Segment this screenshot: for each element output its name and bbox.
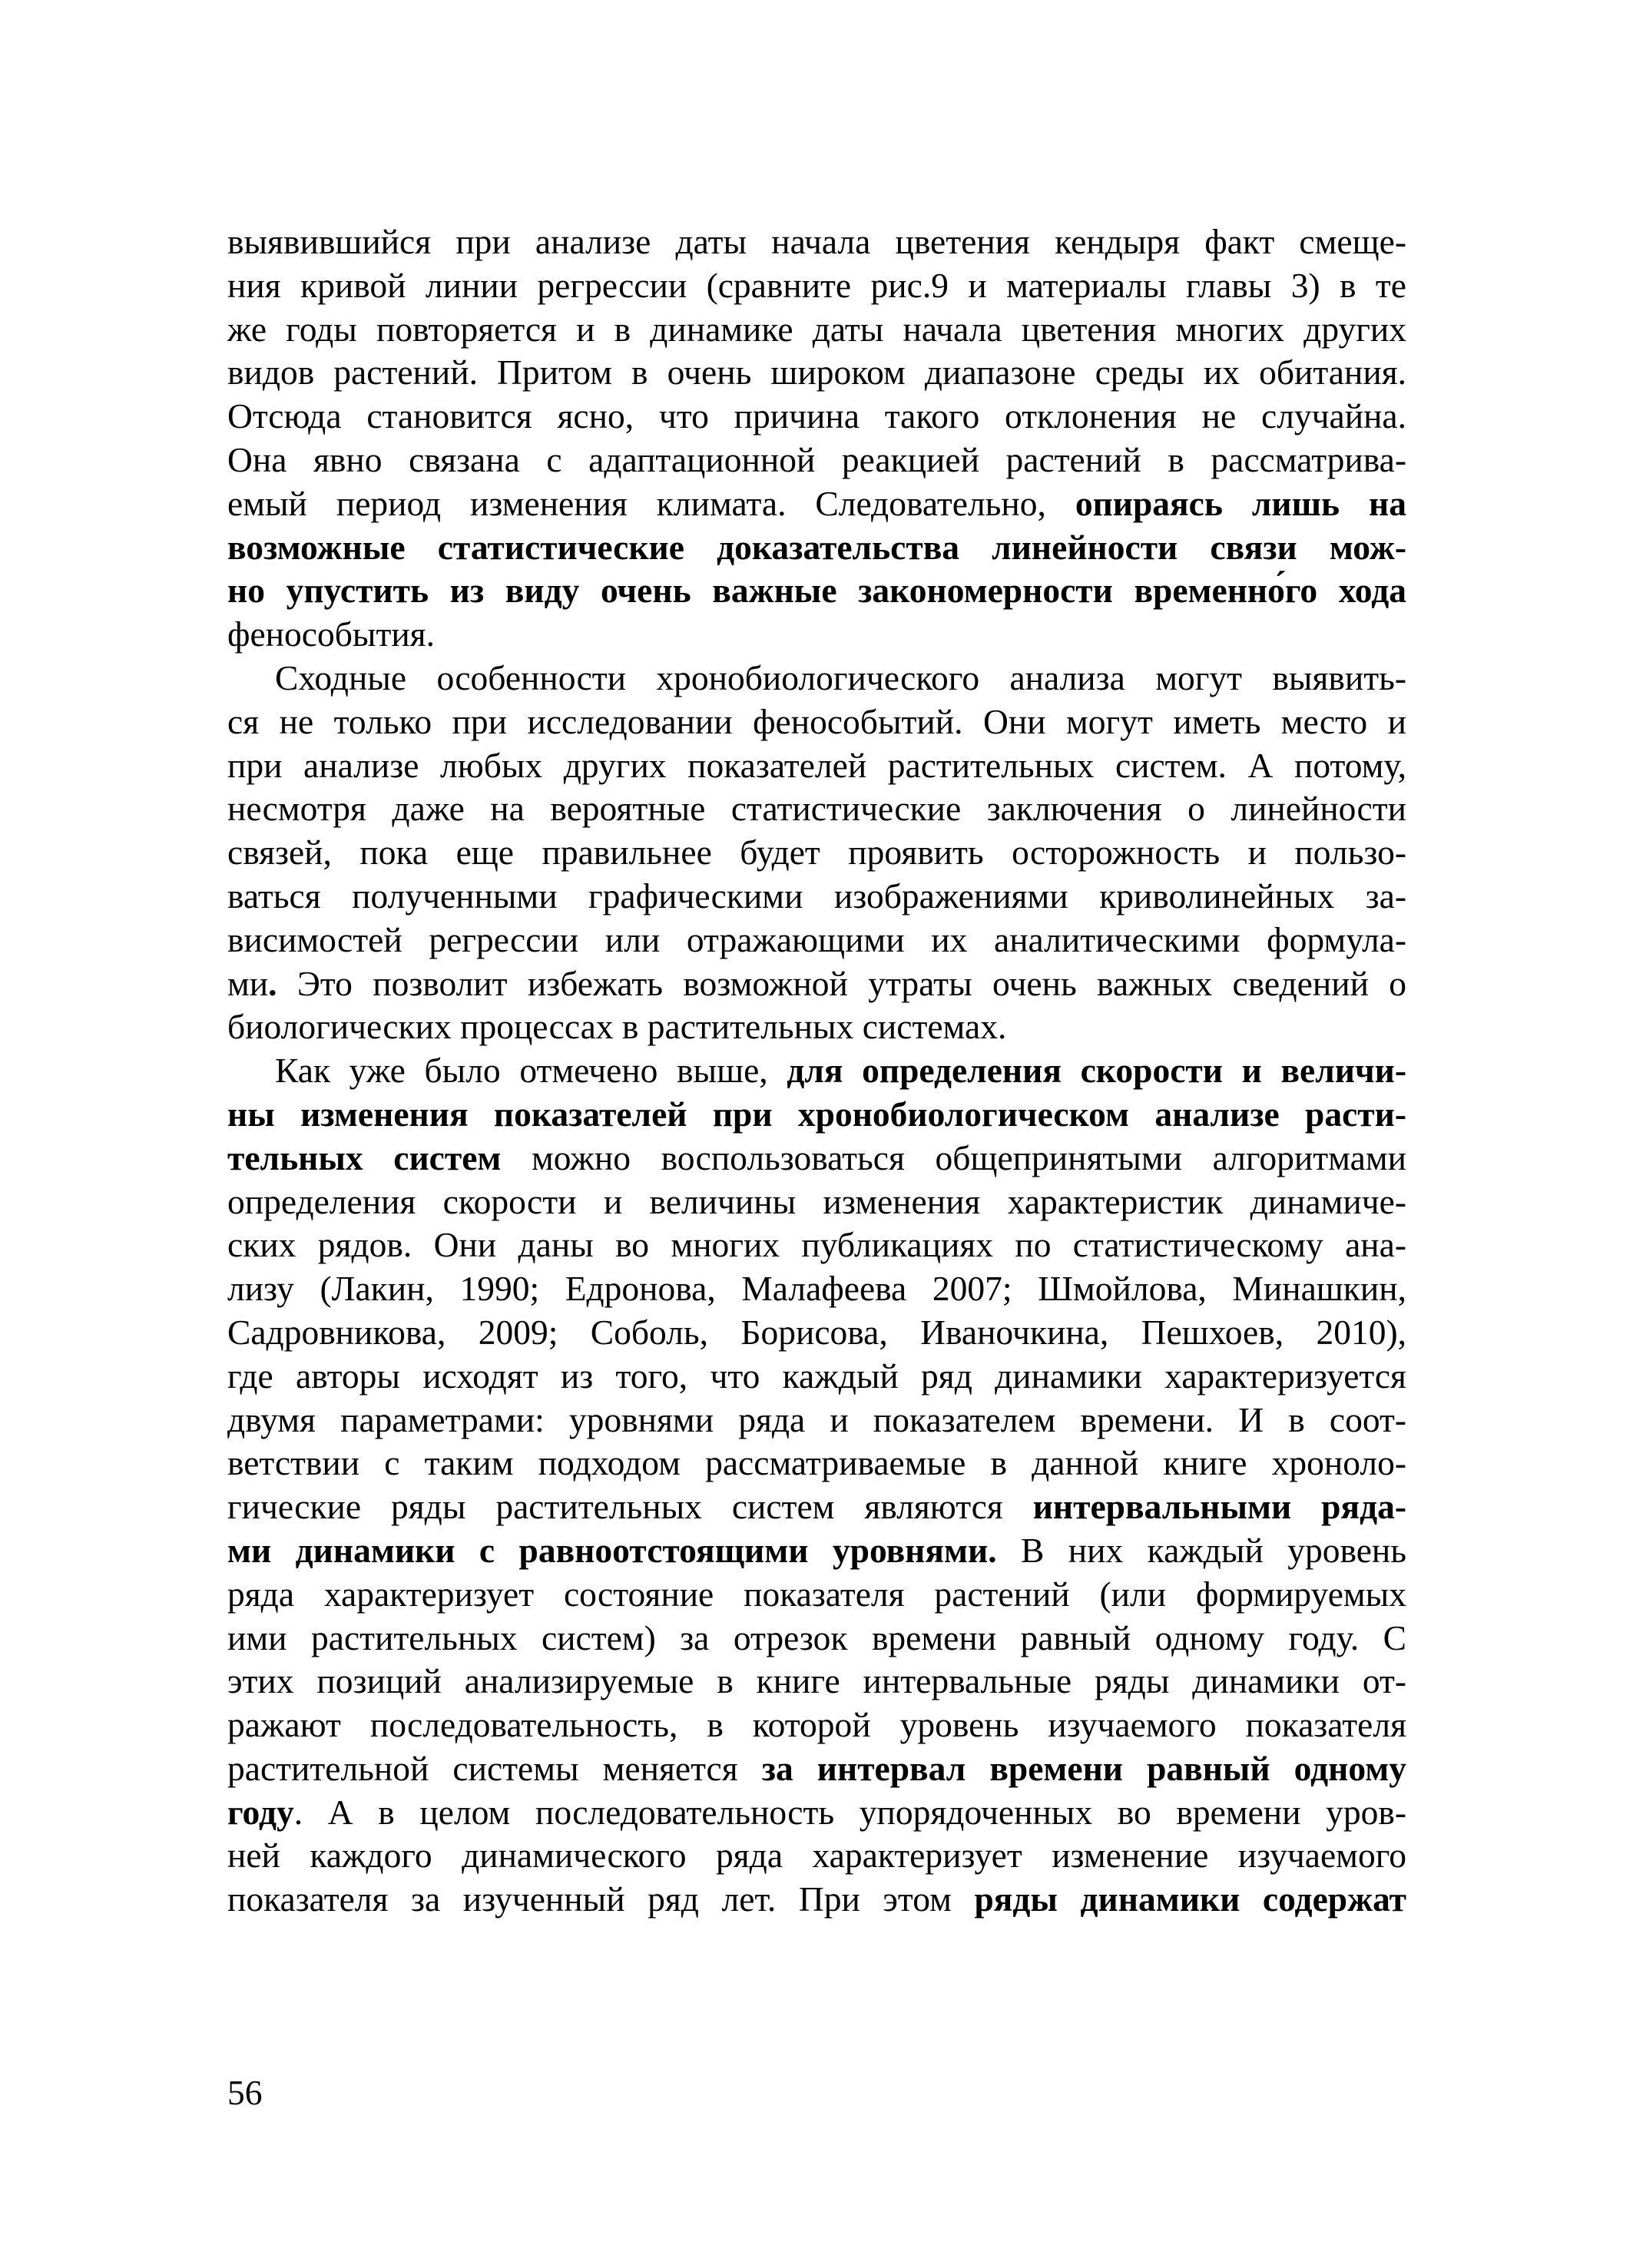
text-run: при анализе любых других показателей растительных систем. А потому,	[227, 745, 1406, 785]
text-line	[227, 1703, 1406, 1747]
text-run: ских рядов. Они даны во многих публикациях по статистическому ана-	[227, 1225, 1406, 1265]
text-run: гические ряды растительных систем являются	[227, 1487, 1033, 1527]
text-line	[227, 962, 1406, 1006]
text-run: Сходные особенности хронобиологического анализа могут выявить-	[275, 657, 1406, 697]
text-line	[227, 526, 1406, 570]
text-run: . А в целом последовательность упорядоченных во времени уров-	[293, 1792, 1406, 1832]
text-line	[227, 831, 1406, 875]
bold-text-run: возможные статистические доказательства линейности связи мож-	[227, 527, 1406, 567]
text-run: ся не только при исследовании феноcобытий. Они могут иметь место и	[227, 701, 1406, 741]
text-run: биологических процессах в растительных системах.	[227, 1007, 1007, 1047]
text-line	[227, 351, 1406, 395]
text-line	[227, 569, 1406, 613]
text-line	[227, 1747, 1406, 1791]
text-run: лизу (Лакин, 1990; Едронова, Малафеева 2007; Шмойлова, Минашкин,	[227, 1269, 1406, 1309]
text-line	[227, 264, 1406, 308]
text-line	[227, 1049, 1406, 1093]
text-line	[227, 1137, 1406, 1180]
bold-text-run: году	[227, 1792, 294, 1832]
text-line	[227, 1223, 1406, 1267]
text-line	[227, 700, 1406, 744]
text-run: определения скорости и величины изменения характеристик динамиче-	[227, 1181, 1406, 1221]
paragraph	[227, 220, 1406, 657]
bold-text-run: ряды динамики содержат	[974, 1879, 1406, 1919]
text-line	[227, 1878, 1406, 1922]
text-line	[227, 1573, 1406, 1617]
text-run: В них каждый уровень	[996, 1530, 1406, 1570]
bold-text-run: опираясь лишь на	[1075, 483, 1406, 523]
text-line	[227, 919, 1406, 962]
text-run: выявившийся при анализе даты начала цветения кендыря факт смеще-	[227, 222, 1406, 261]
text-line	[227, 220, 1406, 264]
body-text	[227, 220, 1406, 1922]
text-line	[227, 308, 1406, 352]
text-run: растительной системы меняется	[227, 1748, 762, 1788]
paragraph	[227, 1049, 1406, 1922]
text-line	[227, 1617, 1406, 1660]
text-run: Отсюда становится ясно, что причина такого отклонения не случайна.	[227, 396, 1406, 436]
text-run: ими растительных систем) за отрезок времени равный одному году. С	[227, 1617, 1406, 1657]
text-run: ряда характеризует состояние показателя растений (или формируемых	[227, 1574, 1406, 1614]
text-run: Это позволит избежать возможной утраты очень важных сведений о	[277, 963, 1406, 1003]
text-run: ней каждого динамического ряда характеризует изменение изучаемого	[227, 1836, 1406, 1876]
text-line	[227, 1355, 1406, 1399]
text-run: висимостей регрессии или отражающими их аналитическими формула-	[227, 919, 1406, 959]
text-line	[227, 875, 1406, 919]
bold-text-run: тельных систем	[227, 1137, 502, 1177]
text-line	[227, 787, 1406, 831]
text-line	[227, 613, 1406, 657]
text-line	[227, 1005, 1406, 1049]
text-line	[227, 1791, 1406, 1835]
text-line	[227, 1529, 1406, 1573]
text-line	[227, 1442, 1406, 1485]
text-run: ражают последовательность, в которой уровень изучаемого показателя	[227, 1705, 1406, 1745]
text-line	[227, 1311, 1406, 1355]
text-line	[227, 1485, 1406, 1529]
bold-text-run: за интервал времени равный одному	[761, 1748, 1406, 1788]
text-line	[227, 395, 1406, 439]
text-run: емый период изменения климата. Следовательно,	[227, 483, 1075, 523]
text-line	[227, 744, 1406, 788]
text-line	[227, 1093, 1406, 1137]
text-run: ветствии с таким подходом рассматриваемые в данной книге хроноло-	[227, 1443, 1406, 1483]
text-line	[227, 1399, 1406, 1442]
text-run: Как уже было отмечено выше,	[275, 1051, 787, 1091]
text-run: феноcобытия.	[227, 614, 435, 654]
text-run: двумя параметрами: уровнями ряда и показателем времени. И в соот-	[227, 1399, 1406, 1439]
text-run: можно воспользоваться общепринятыми алгоритмами	[501, 1137, 1406, 1177]
text-run: Она явно связана с адаптационной реакцией растений в рассматрива-	[227, 439, 1406, 479]
bold-text-run: интервальными ряда-	[1032, 1487, 1406, 1527]
text-line	[227, 1660, 1406, 1703]
text-run: показателя за изученный ряд лет. При этом	[227, 1879, 975, 1919]
text-run: видов растений. Притом в очень широком диапазоне среды их обитания.	[227, 353, 1406, 392]
text-run: несмотря даже на вероятные статистические заключения о линейности	[227, 789, 1406, 829]
text-line	[227, 1180, 1406, 1224]
text-run: Садровникова, 2009; Соболь, Борисова, Иваночкина, Пешхоев, 2010),	[227, 1312, 1406, 1352]
text-run: ваться полученными графическими изображениями криволинейных за-	[227, 876, 1406, 915]
text-line	[227, 1834, 1406, 1878]
text-run: ми	[227, 963, 269, 1003]
text-run: этих позиций анализируемые в книге интервальные ряды динамики от-	[227, 1661, 1406, 1701]
bold-text-run: но упустить из виду очень важные закономерности временно́го хода	[227, 571, 1406, 611]
text-run: связей, пока еще правильнее будет проявить осторожность и пользо-	[227, 833, 1406, 872]
paragraph	[227, 657, 1406, 1049]
page-number: 56	[227, 2073, 263, 2112]
bold-text-run: для определения скорости и величи-	[787, 1051, 1406, 1091]
text-run: где авторы исходят из того, что каждый ряд динамики характеризуется	[227, 1356, 1406, 1396]
bold-text-run: .	[268, 963, 277, 1003]
text-line	[227, 482, 1406, 526]
text-line	[227, 439, 1406, 482]
text-line	[227, 1267, 1406, 1311]
text-line	[227, 657, 1406, 700]
bold-text-run: ны изменения показателей при хронобиологическом анализе расти-	[227, 1094, 1406, 1134]
bold-text-run: ми динамики с равноотстоящими уровнями.	[227, 1530, 997, 1570]
text-run: ния кривой линии регрессии (сравните рис.9 и материалы главы 3) в те	[227, 265, 1406, 305]
text-run: же годы повторяется и в динамике даты начала цветения многих других	[227, 309, 1406, 349]
